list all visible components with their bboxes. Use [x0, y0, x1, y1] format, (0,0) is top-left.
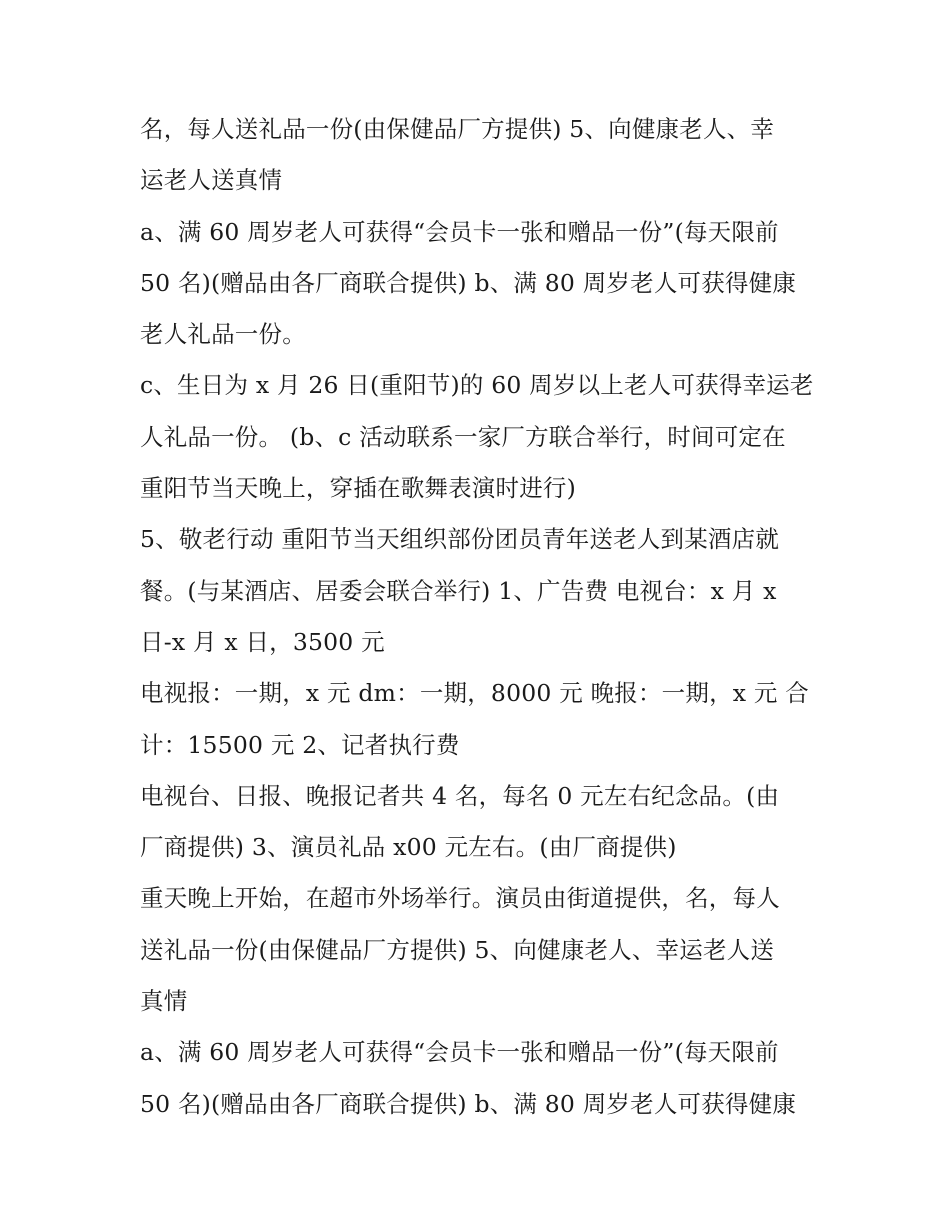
text-line: 电视台、日报、晚报记者共 4 名，每名 0 元左右纪念品。(由	[140, 781, 780, 810]
text-line: 50 名)(赠品由各厂商联合提供) b、满 80 周岁老人可获得健康	[140, 268, 797, 297]
text-line: 重天晚上开始，在超市外场举行。演员由街道提供，名，每人	[140, 884, 780, 913]
text-line: a、满 60 周岁老人可获得“会员卡一张和赠品一份”(每天限前	[140, 217, 779, 246]
document-body	[140, 104, 820, 1130]
text-line: a、满 60 周岁老人可获得“会员卡一张和赠品一份”(每天限前	[140, 1038, 779, 1067]
text-line: 老人礼品一份。	[140, 320, 306, 349]
text-line: 真情	[140, 987, 188, 1016]
text-line: 名，每人送礼品一份(由保健品厂方提供) 5、向健康老人、幸	[140, 115, 775, 143]
text-line: 日-x 月 x 日，3500 元	[140, 627, 385, 656]
text-line: 厂商提供) 3、演员礼品 x00 元左右。(由厂商提供)	[140, 833, 677, 862]
text-line: 送礼品一份(由保健品厂方提供) 5、向健康老人、幸运老人送	[140, 935, 775, 964]
text-line: 餐。(与某酒店、居委会联合举行) 1、广告费 电视台：x 月 x	[140, 576, 777, 605]
text-line: 电视报：一期，x 元 dm：一期，8000 元 晚报：一期，x 元 合	[140, 679, 809, 708]
text-line: 50 名)(赠品由各厂商联合提供) b、满 80 周岁老人可获得健康	[140, 1089, 797, 1118]
text-line: 计：15500 元 2、记者执行费	[140, 730, 460, 759]
text-line: 重阳节当天晚上，穿插在歌舞表演时进行)	[140, 474, 576, 503]
text-line: 人礼品一份。 (b、c 活动联系一家厂方联合举行，时间可定在	[140, 422, 786, 451]
text-line: 5、敬老行动 重阳节当天组织部份团员青年送老人到某酒店就	[140, 525, 780, 554]
text-line: 运老人送真情	[140, 166, 283, 195]
text-line: c、生日为 x 月 26 日(重阳节)的 60 周岁以上老人可获得幸运老	[140, 371, 814, 400]
